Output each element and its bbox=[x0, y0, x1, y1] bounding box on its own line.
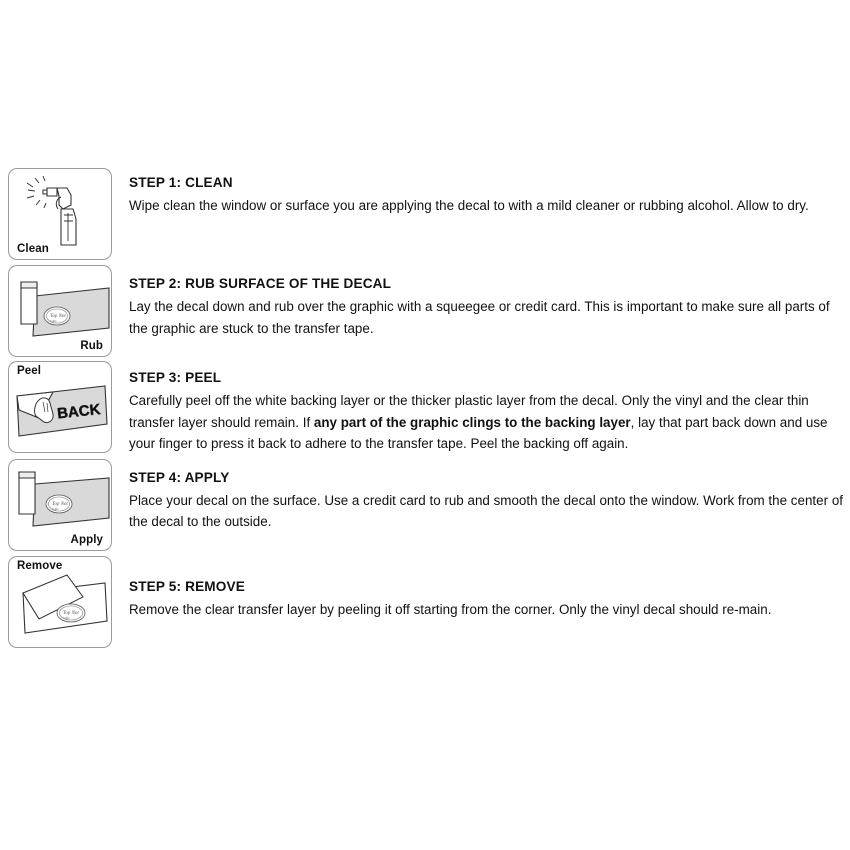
step-body-apply bbox=[112, 459, 844, 533]
step-thumbnail-remove bbox=[8, 556, 112, 648]
step-thumbnail-apply bbox=[8, 459, 112, 551]
steps-list bbox=[8, 168, 844, 648]
step-thumbnail-rub bbox=[8, 265, 112, 357]
step-item-remove bbox=[8, 556, 844, 648]
step-text: Lay the decal down and rub over the graphic with a squeegee or credit card. This is important to make sure all parts of the graphic are stuck to the transfer tape. bbox=[129, 299, 830, 336]
step-item-rub bbox=[8, 265, 844, 357]
step-thumbnail-label: Peel bbox=[17, 365, 42, 377]
step-body-clean bbox=[112, 168, 844, 217]
step-title: STEP 3: PEEL bbox=[129, 370, 222, 385]
step-thumbnail-label: Clean bbox=[17, 243, 49, 255]
step-text: Place your decal on the surface. Use a credit card to rub and smooth the decal onto the window. Work from the center of the decal to the outside. bbox=[129, 493, 844, 530]
step-title: STEP 5: REMOVE bbox=[129, 578, 245, 594]
svg-text:Gifts: Gifts bbox=[52, 506, 59, 511]
step-title: STEP 1: CLEAN bbox=[129, 175, 233, 190]
step-item-clean bbox=[8, 168, 844, 260]
svg-text:Top Not: Top Not bbox=[52, 501, 68, 507]
step-item-peel bbox=[8, 361, 844, 454]
step-body-remove bbox=[112, 556, 844, 621]
step-text: Wipe clean the window or surface you are applying the decal to with a mild cleaner or rubbing alcohol. Allow to dry. bbox=[129, 198, 809, 214]
svg-text:Gifts: Gifts bbox=[50, 319, 57, 323]
step-thumbnail-label: Rub bbox=[80, 340, 103, 352]
step-text: Carefully peel off the white backing layer or the thicker plastic layer from the decal. Only the vinyl and the clear thin transfer layer should remain. If any part of the graphic clings to the backing layer, lay that part back down and use your finger to press it back to adhere to the transfer tape. Peel the backing off again. bbox=[129, 393, 828, 451]
step-text-emphasis: any part of the graphic clings to the backing layer bbox=[313, 414, 631, 430]
step-item-apply bbox=[8, 459, 844, 551]
svg-text:Top Not: Top Not bbox=[50, 314, 66, 319]
step-body-peel bbox=[112, 361, 844, 454]
step-title: STEP 2: RUB SURFACE OF THE DECAL bbox=[129, 276, 392, 291]
svg-text:Gifts: Gifts bbox=[63, 615, 70, 620]
step-thumbnail-clean bbox=[8, 168, 112, 260]
step-thumbnail-label: Remove bbox=[17, 559, 63, 572]
step-body-rub bbox=[112, 265, 844, 339]
svg-text:BACK: BACK bbox=[56, 401, 102, 423]
step-thumbnail-peel bbox=[8, 361, 112, 453]
step-title: STEP 4: APPLY bbox=[129, 469, 230, 485]
svg-text:Top Not: Top Not bbox=[63, 610, 79, 616]
step-thumbnail-label: Apply bbox=[70, 533, 103, 546]
step-text: Remove the clear transfer layer by peeling it off starting from the corner. Only the vinyl decal should re-main. bbox=[129, 602, 772, 618]
